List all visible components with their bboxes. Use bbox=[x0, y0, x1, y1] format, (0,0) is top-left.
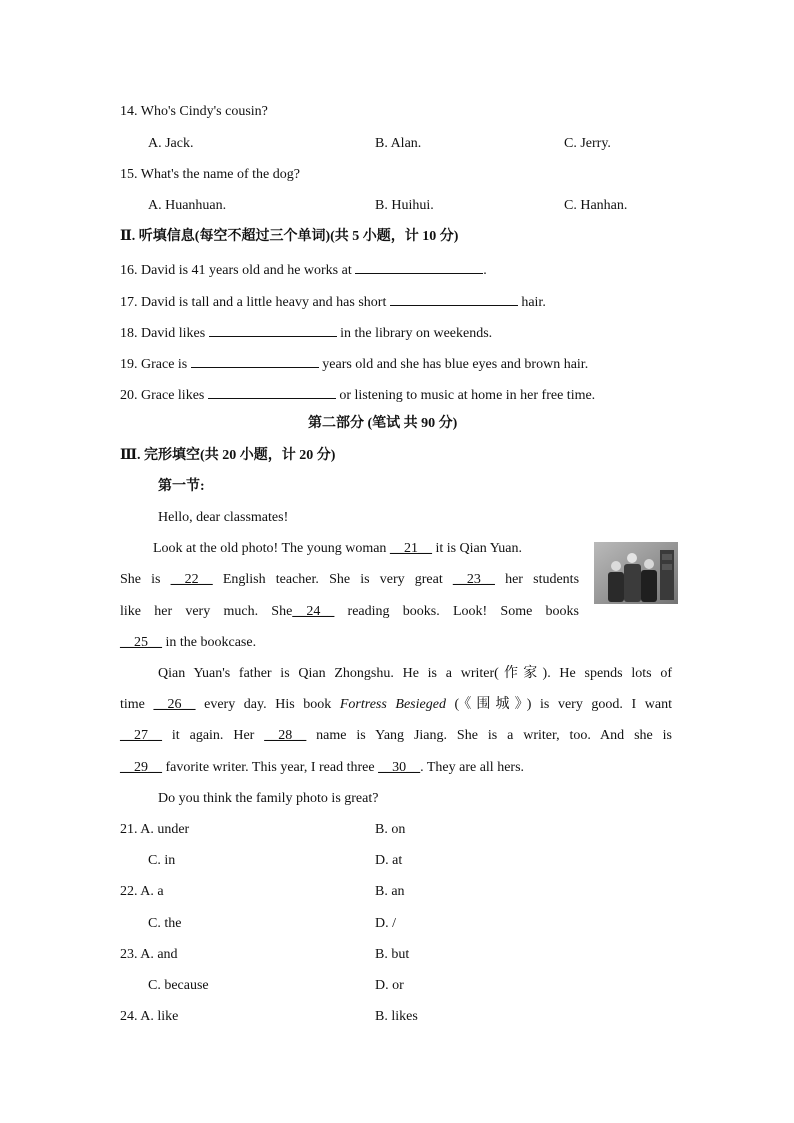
q18-text-after: in the library on weekends. bbox=[336, 326, 493, 341]
p1-l2-text: She is bbox=[120, 572, 171, 587]
blank-29[interactable]: __29__ bbox=[120, 760, 162, 775]
passage-closing: Do you think the family photo is great? bbox=[158, 791, 379, 806]
q19-text-after: years old and she has blue eyes and brown hair. bbox=[318, 357, 589, 372]
passage-p1-line-4 bbox=[120, 634, 256, 652]
q15-option-b: B. Huihui. bbox=[375, 198, 434, 213]
p2-l4-text: favorite writer. This year, I read three bbox=[162, 760, 379, 775]
q16-text-after: . bbox=[483, 263, 487, 278]
q14-option-c: C. Jerry. bbox=[564, 136, 611, 151]
q15-option-a: A. Huanhuan. bbox=[148, 198, 227, 213]
passage-greeting: Hello, dear classmates! bbox=[158, 510, 289, 525]
blank-21[interactable]: __21__ bbox=[389, 541, 432, 556]
section-2-heading: Ⅱ. 听填信息(每空不超过三个单词)(共 5 小题，计 10 分) bbox=[120, 229, 459, 244]
family-photo bbox=[594, 542, 678, 604]
q16-answer-blank[interactable] bbox=[355, 259, 483, 274]
blank-24[interactable]: __24__ bbox=[292, 604, 335, 619]
passage-p1-line-1 bbox=[153, 540, 522, 558]
book-title: Fortress Besieged bbox=[339, 697, 446, 712]
p2-l2-text: time bbox=[120, 697, 154, 712]
q22-option-a: 22. A. a bbox=[120, 884, 164, 899]
q19-text-before: 19. Grace is bbox=[120, 357, 191, 372]
p2-l2-text-mid: every day. His book bbox=[195, 697, 340, 712]
q23-option-c: C. because bbox=[148, 978, 209, 993]
q21-option-b: B. on bbox=[375, 822, 406, 837]
question-17 bbox=[120, 291, 546, 312]
p1-l3-text-after: reading books. Look! Some books bbox=[334, 604, 579, 619]
q17-text-before: 17. David is tall and a little heavy and has short bbox=[120, 295, 390, 310]
question-16 bbox=[120, 259, 487, 280]
question-20 bbox=[120, 384, 595, 405]
question-18 bbox=[120, 322, 492, 343]
q23-option-a: 23. A. and bbox=[120, 947, 178, 962]
q18-answer-blank[interactable] bbox=[209, 322, 337, 337]
part-2-title: 第二部分 (笔试 共 90 分) bbox=[308, 416, 458, 431]
passage-p2-line-1: Qian Yuan's father is Qian Zhongshu. He is a writer(作家). He spends lots of bbox=[158, 666, 672, 681]
section-3-subheading: 第一节: bbox=[158, 479, 205, 494]
p1-l4-text: in the bookcase. bbox=[162, 635, 257, 650]
q23-option-b: B. but bbox=[375, 947, 410, 962]
q15-option-c: C. Hanhan. bbox=[564, 198, 628, 213]
section-3-heading: Ⅲ. 完形填空(共 20 小题，计 20 分) bbox=[120, 448, 336, 463]
q19-answer-blank[interactable] bbox=[191, 353, 319, 368]
passage-p2-line-2 bbox=[120, 696, 672, 714]
q22-option-c: C. the bbox=[148, 916, 182, 931]
passage-p2-line-3 bbox=[120, 727, 672, 745]
p1-l2-text-after: her students bbox=[494, 572, 580, 587]
p2-l3-text: it again. Her bbox=[162, 728, 265, 743]
passage-p1-line-3 bbox=[120, 603, 579, 621]
q16-text-before: 16. David is 41 years old and he works at bbox=[120, 263, 356, 278]
passage-p2-line-4 bbox=[120, 759, 524, 777]
blank-25[interactable]: __25__ bbox=[120, 635, 162, 650]
q20-answer-blank[interactable] bbox=[208, 384, 336, 399]
p1-l2-text-mid: English teacher. She is very great bbox=[212, 572, 453, 587]
question-14-stem: 14. Who's Cindy's cousin? bbox=[120, 104, 268, 119]
p1-l1-text-after: it is Qian Yuan. bbox=[431, 541, 523, 556]
q14-option-a: A. Jack. bbox=[148, 136, 194, 151]
q24-option-b: B. likes bbox=[375, 1009, 418, 1024]
p1-l1-text: Look at the old photo! The young woman bbox=[153, 541, 390, 556]
blank-28[interactable]: __28__ bbox=[264, 728, 307, 743]
p2-l4-text-after: . They are all hers. bbox=[420, 760, 525, 775]
blank-27[interactable]: __27__ bbox=[120, 728, 162, 743]
passage-p1-line-2 bbox=[120, 571, 579, 589]
p1-l3-text: like her very much. She bbox=[120, 604, 293, 619]
p2-l2-text-after: (《围城》) is very good. I want bbox=[445, 697, 673, 712]
q24-option-a: 24. A. like bbox=[120, 1009, 179, 1024]
blank-30[interactable]: __30__ bbox=[378, 760, 421, 775]
q21-option-c: C. in bbox=[148, 853, 176, 868]
blank-26[interactable]: __26__ bbox=[153, 697, 196, 712]
q20-text-before: 20. Grace likes bbox=[120, 388, 208, 403]
q22-option-d: D. / bbox=[375, 916, 396, 931]
blank-23[interactable]: __23__ bbox=[452, 572, 495, 587]
q21-option-d: D. at bbox=[375, 853, 403, 868]
question-15-stem: 15. What's the name of the dog? bbox=[120, 167, 300, 182]
q21-option-a: 21. A. under bbox=[120, 822, 190, 837]
q22-option-b: B. an bbox=[375, 884, 405, 899]
q18-text-before: 18. David likes bbox=[120, 326, 209, 341]
question-19 bbox=[120, 353, 588, 374]
p2-l3-text-after: name is Yang Jiang. She is a writer, too. And she is bbox=[306, 728, 672, 743]
blank-22[interactable]: __22__ bbox=[170, 572, 213, 587]
q23-option-d: D. or bbox=[375, 978, 404, 993]
q17-answer-blank[interactable] bbox=[390, 291, 518, 306]
q17-text-after: hair. bbox=[517, 295, 546, 310]
q20-text-after: or listening to music at home in her free time. bbox=[335, 388, 596, 403]
q14-option-b: B. Alan. bbox=[375, 136, 422, 151]
